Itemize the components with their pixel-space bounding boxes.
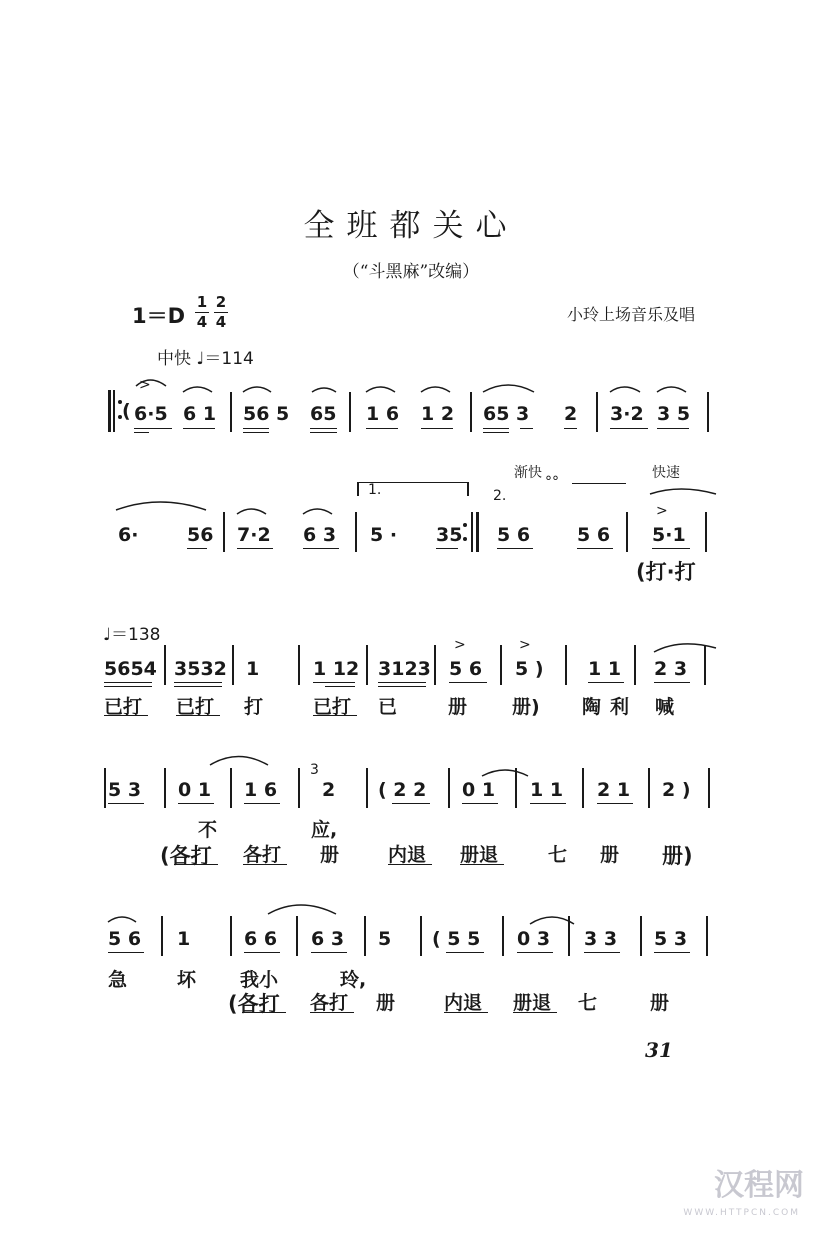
note: 5 3 [108, 779, 142, 801]
note: 2 3 [654, 658, 688, 680]
note: 1 2 [421, 403, 455, 425]
note: 6 3 [311, 928, 345, 950]
volta-2: 2. [493, 488, 507, 504]
note: 2 ) [662, 779, 691, 801]
lyric: 已 [378, 696, 398, 718]
note: 5 3 [654, 928, 688, 950]
lyric: 册退 [513, 992, 552, 1014]
note: 1 1 [588, 658, 622, 680]
note: 35 [436, 524, 463, 546]
lyric: 七 [578, 992, 598, 1014]
lyric: 册 [376, 992, 396, 1014]
note: 5 ) [515, 658, 544, 680]
lyric: 陶 [582, 696, 602, 718]
note: 0 1 [462, 779, 496, 801]
lyric: 册) [512, 696, 540, 718]
note: ( 5 5 [432, 928, 481, 950]
note: 65 3 [483, 403, 530, 425]
note: 65 [310, 403, 337, 425]
lyric: 喊 [655, 696, 675, 718]
lyric: 内退 [444, 992, 483, 1014]
note: 5 · [370, 524, 398, 546]
lyric: 七 [548, 844, 568, 866]
note: 2 1 [597, 779, 631, 801]
lyric: 册 [600, 844, 620, 866]
note: 3123 [378, 658, 431, 680]
note: 3532 [174, 658, 227, 680]
lyric: 已打 [104, 696, 143, 718]
lyric: 玲, [340, 969, 367, 991]
grace-note: 3 [310, 762, 319, 778]
note: 5 6 [497, 524, 531, 546]
note: 6· [118, 524, 139, 546]
lyric: 急 [108, 969, 128, 991]
lyric: 已打 [313, 696, 352, 718]
note: 5654 [104, 658, 157, 680]
watermark-logo: 汉程网 [714, 1168, 804, 1203]
note: ( 2 2 [378, 779, 427, 801]
note: 6·5 [134, 403, 168, 425]
note: 56 5 [243, 403, 290, 425]
page-number: 31 [645, 1038, 673, 1062]
meter-1-num: 1 [196, 293, 208, 311]
note: 5·1 [652, 524, 686, 546]
note: 3 3 [584, 928, 618, 950]
lyric: 利 [610, 696, 630, 718]
note: 6 3 [303, 524, 337, 546]
lyric-percussion: (打·打 [636, 560, 696, 584]
note: 3·2 [610, 403, 644, 425]
lyric: 册退 [460, 844, 499, 866]
note: 0 3 [517, 928, 551, 950]
lyric: 各打 [243, 844, 282, 866]
note: 7·2 [237, 524, 271, 546]
lyric: 应, [311, 819, 338, 841]
lyric: 内退 [388, 844, 427, 866]
note: 2 [322, 779, 336, 801]
gradually-faster: 渐快 [514, 465, 542, 481]
note: 0 1 [178, 779, 212, 801]
note: 1 1 [530, 779, 564, 801]
note: 2 [564, 403, 578, 425]
page-subtitle: （“斗黑麻”改编） [342, 262, 480, 282]
lyric: 打 [244, 696, 264, 718]
note: 5 6 [108, 928, 142, 950]
note: 3 5 [657, 403, 691, 425]
meter-2-den: 4 [215, 313, 227, 331]
lyric: 册 [650, 992, 670, 1014]
tempo-marking-1: 中快 ♩＝114 [157, 349, 254, 369]
lyric: 各打 [310, 992, 349, 1014]
watermark-url: WWW.HTTPCN.COM [683, 1208, 800, 1218]
meter-2-num: 2 [215, 293, 227, 311]
lyric: 册 [320, 844, 340, 866]
lyric: 册 [448, 696, 468, 718]
lyric: 册) [662, 844, 693, 868]
note: 5 6 [577, 524, 611, 546]
lyric: 不 [198, 819, 218, 841]
meter-1-den: 4 [196, 313, 208, 331]
note: 1 [246, 658, 260, 680]
note: 6 6 [244, 928, 278, 950]
performer-note: 小玲上场音乐及唱 [566, 305, 695, 324]
note: 1 12 [313, 658, 360, 680]
accent-mark: > [139, 377, 151, 393]
volta-1: 1. [368, 482, 382, 498]
key-signature: 1＝D [132, 304, 186, 328]
page-title: 全班都关心 [303, 208, 519, 244]
note: 6 1 [183, 403, 217, 425]
note: 1 6 [366, 403, 400, 425]
lyric: (各打 [228, 992, 280, 1016]
lyric: (各打 [160, 844, 212, 868]
fast-marking: 快速 [652, 465, 680, 481]
lyric: 坏 [177, 969, 197, 991]
lyric: 我小 [240, 969, 279, 991]
note: 5 [378, 928, 392, 950]
note: 1 6 [244, 779, 278, 801]
tempo-marking-2: ♩＝138 [103, 625, 161, 645]
note: 5 6 [449, 658, 483, 680]
note: 1 [177, 928, 191, 950]
lyric: 已打 [176, 696, 215, 718]
note: 56 [187, 524, 214, 546]
